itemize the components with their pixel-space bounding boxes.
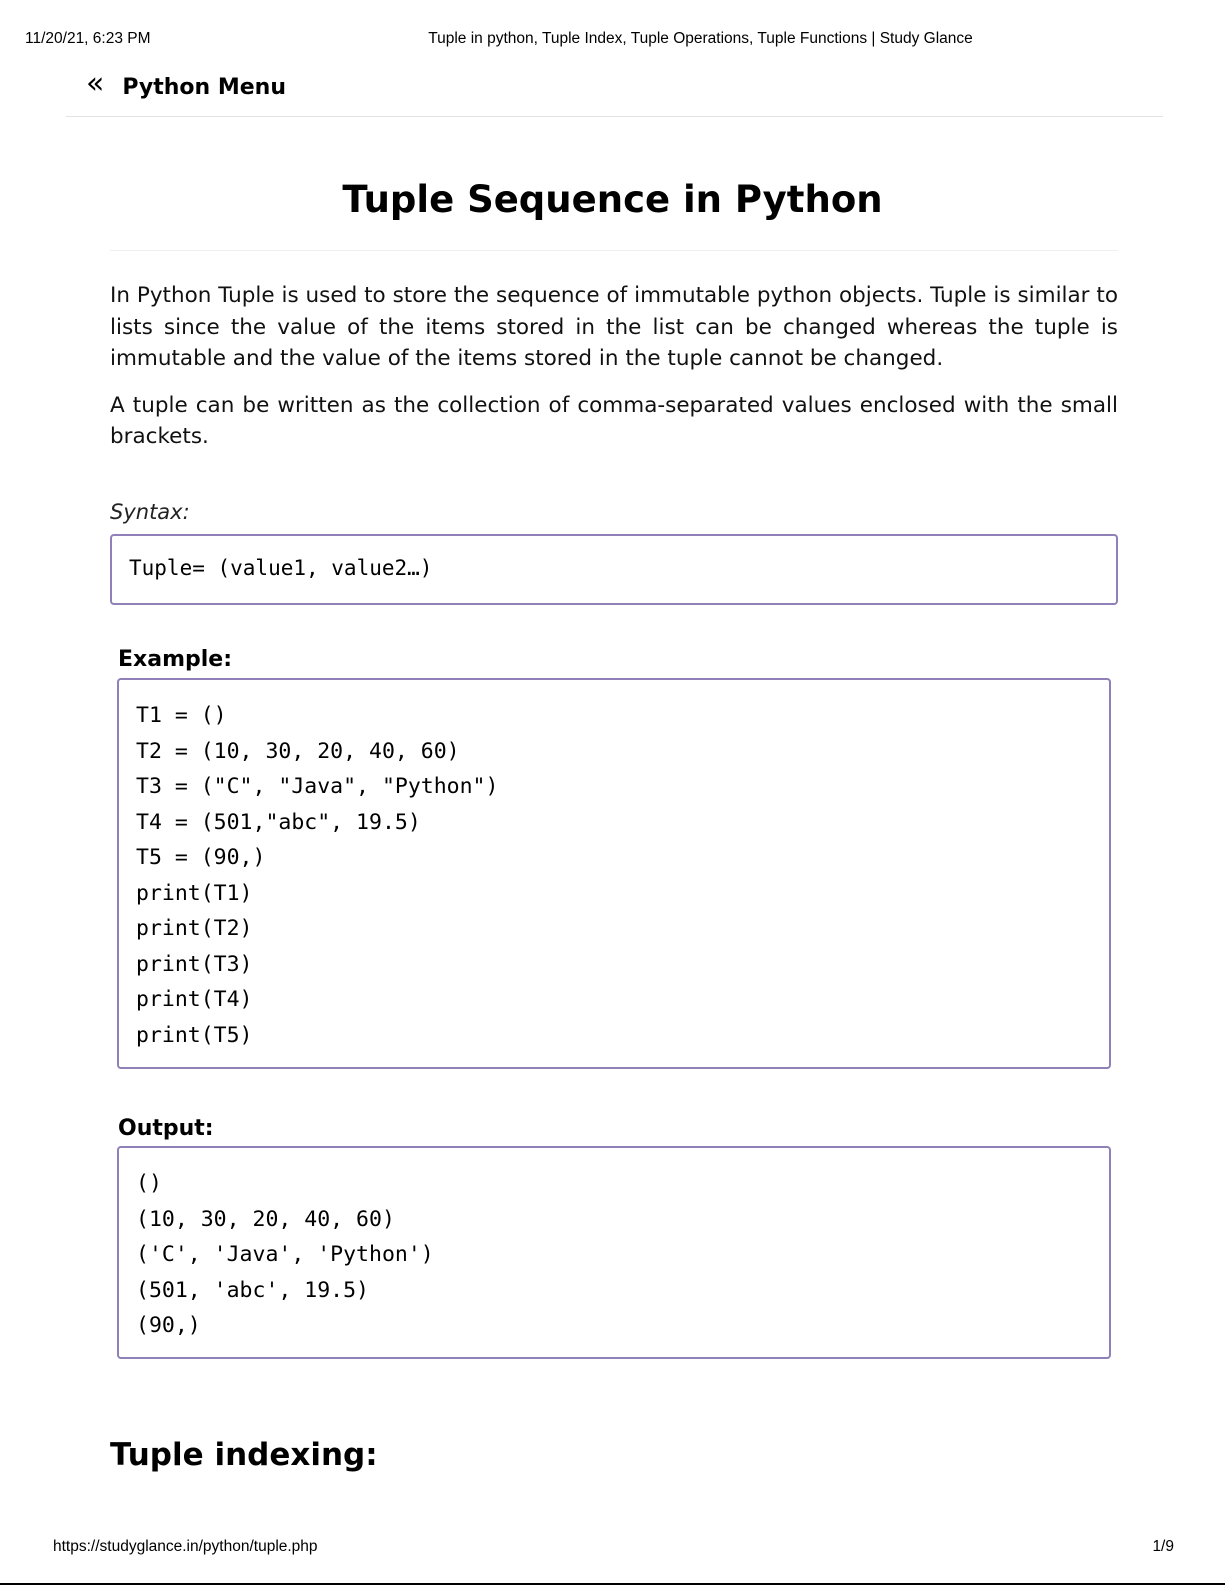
print-date: 11/20/21, 6:23 PM [25,30,151,47]
output-code-box [117,1146,1111,1359]
code-line: T1 = () [136,703,227,728]
code-line: T4 = (501,"abc", 19.5) [136,809,421,835]
output-line: ('C', 'Java', 'Python') [136,1242,434,1267]
example-code-box [117,678,1111,1069]
intro-text [110,280,1118,468]
page-title: Tuple Sequence in Python [342,178,883,221]
output-line: (10, 30, 20, 40, 60) [136,1206,395,1232]
menu-bar [66,66,1163,117]
output-line: (90,) [136,1313,201,1338]
example-label: Example: [118,647,232,672]
double-chevron-left-icon: « [86,66,105,101]
output-label: Output: [118,1116,214,1141]
title-divider [110,250,1118,251]
python-menu-link[interactable] [86,66,286,102]
syntax-code: Tuple= (value1, value2…) [129,556,433,580]
output-line: () [136,1171,162,1196]
intro-paragraph-2: A tuple can be written as the collection of comma-separated values enclosed with the small brackets. [110,392,1118,449]
code-line: print(T1) [136,880,253,906]
code-line: print(T2) [136,916,253,941]
print-url: https://studyglance.in/python/tuple.php [53,1538,318,1555]
code-line: T2 = (10, 30, 20, 40, 60) [136,738,460,764]
python-menu-label: Python Menu [122,74,286,100]
print-page-number: 1/9 [1152,1538,1174,1555]
output-line: (501, 'abc', 19.5) [136,1277,369,1303]
code-line: print(T4) [136,987,253,1012]
syntax-code-box [110,534,1118,605]
intro-paragraph-1: In Python Tuple is used to store the sequence of immutable python objects. Tuple is similar to lists since the value of the items stored in the list can be changed whereas the tuple is immutable and the value of the items stored in the tuple cannot be changed. [110,283,1118,371]
tuple-indexing-heading: Tuple indexing: [110,1437,378,1473]
code-line: print(T5) [136,1022,253,1048]
code-line: print(T3) [136,951,253,977]
output-code-lines [136,1166,434,1344]
code-line: T5 = (90,) [136,845,266,870]
print-page-title: Tuple in python, Tuple Index, Tuple Operations, Tuple Functions | Study Glance [428,30,973,47]
code-line: T3 = ("C", "Java", "Python") [136,774,499,799]
example-code-lines [136,698,498,1053]
syntax-label: Syntax: [110,500,190,524]
